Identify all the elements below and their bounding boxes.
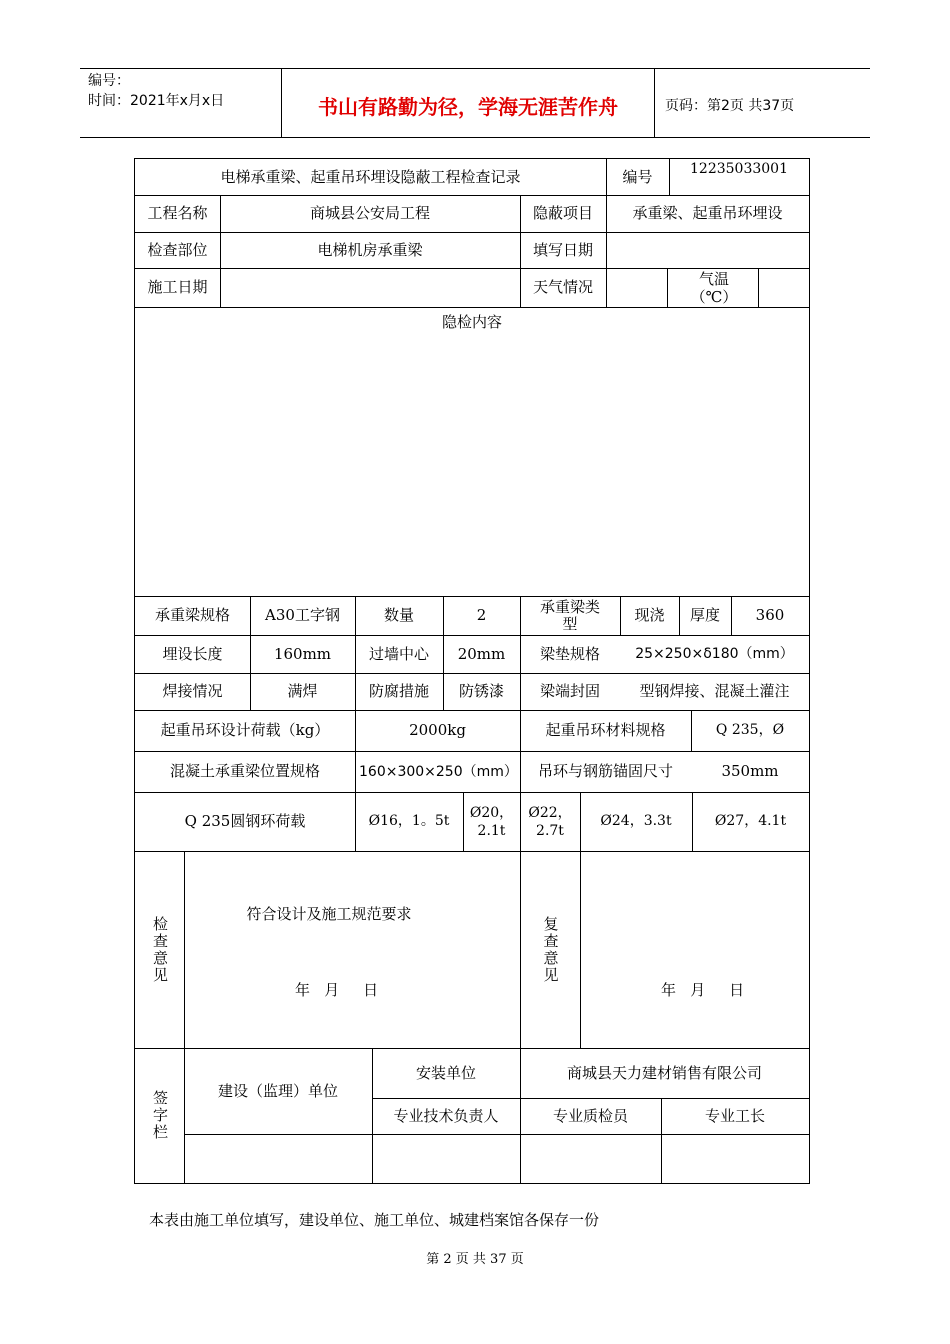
beam-type-label: 承重梁类型 <box>539 597 600 633</box>
anchor-label: 吊环与钢筋锚固尺寸 <box>537 762 673 780</box>
temperature-label: 气温（℃） <box>690 269 738 306</box>
record-number-label: 编号 <box>622 167 653 186</box>
check-opinion-label: 检查意见 <box>151 915 169 984</box>
concrete-pos-label: 混凝土承重梁位置规格 <box>169 762 320 780</box>
recheck-opinion-label: 复查意见 <box>541 915 560 984</box>
q235-value: Ø16，1。5t <box>368 813 450 829</box>
fill-date-value <box>606 232 809 268</box>
embed-length-label: 埋设长度 <box>162 644 223 663</box>
temperature-value <box>758 268 809 307</box>
pad-spec-value: 25×250×δ180（mm） <box>635 645 794 662</box>
hidden-item-value: 承重梁、起重吊环埋设 <box>632 204 783 222</box>
protection-label: 防腐措施 <box>368 682 429 700</box>
quantity-label: 数量 <box>383 606 414 624</box>
welding-label: 焊接情况 <box>162 682 223 700</box>
thickness-value: 360 <box>755 606 785 624</box>
header-meta <box>88 71 224 111</box>
project-name-label: 工程名称 <box>147 204 208 222</box>
header-page-number: 页码：第2页 共37页 <box>665 98 795 114</box>
wall-center-value: 20mm <box>457 644 506 663</box>
content-area <box>135 331 809 596</box>
wall-center-label: 过墙中心 <box>368 644 429 663</box>
row-line <box>372 1098 809 1099</box>
beam-spec-value: A30工字钢 <box>265 606 340 624</box>
ring-material-label: 起重吊环材料规格 <box>545 721 666 739</box>
foreman-label: 专业工长 <box>704 1106 765 1125</box>
footer-page-number: 第 2 页 共 37 页 <box>426 1252 524 1267</box>
beam-spec-label: 承重梁规格 <box>154 606 230 624</box>
ring-load-value: 2000kg <box>409 721 466 739</box>
fill-date-label: 填写日期 <box>532 240 593 259</box>
check-location-value: 电梯机房承重梁 <box>317 240 423 259</box>
row-line <box>184 1134 809 1135</box>
inspection-form <box>134 158 810 1184</box>
ring-load-label: 起重吊环设计荷载（kg） <box>160 721 330 739</box>
weather-label: 天气情况 <box>532 278 593 296</box>
col-line <box>463 792 464 851</box>
q235-value: Ø22，2.7t <box>528 804 572 839</box>
col-line <box>520 1098 521 1183</box>
project-name-value: 商城县公安局工程 <box>309 204 430 222</box>
quantity-value: 2 <box>476 606 487 624</box>
ring-material-value: Q 235，Ø <box>715 722 785 738</box>
record-number-value: 12235033001 <box>690 160 788 177</box>
embed-length-value: 160mm <box>273 644 332 663</box>
q235-value: Ø27，4.1t <box>714 813 787 829</box>
recheck-opinion-date: 年 月 日 <box>661 980 745 999</box>
protection-value: 防锈漆 <box>458 682 504 700</box>
pad-spec-label: 梁垫规格 <box>539 644 600 663</box>
qc-label: 专业质检员 <box>552 1106 628 1125</box>
content-label: 隐检内容 <box>441 313 502 331</box>
number-label: 编号： <box>88 73 130 89</box>
form-title: 电梯承重梁、起重吊环埋设隐蔽工程检查记录 <box>220 167 521 186</box>
col-line <box>661 1098 662 1134</box>
q235-value: Ø24，3.3t <box>600 813 672 829</box>
col-line <box>661 1134 662 1183</box>
end-seal-label: 梁端封固 <box>539 682 600 700</box>
beam-type-value: 现浇 <box>634 606 665 624</box>
time-label: 时间：2021年x月x日 <box>88 93 225 109</box>
welding-value: 满焊 <box>287 682 318 700</box>
concrete-pos-value: 160×300×250（mm） <box>359 763 518 780</box>
tech-lead-label: 专业技术负责人 <box>393 1106 499 1125</box>
col-line <box>580 851 581 1048</box>
check-opinion-text: 符合设计及施工规范要求 <box>246 904 412 923</box>
header-motto: 书山有路勤为径，学海无涯苦作舟 <box>318 95 618 119</box>
row-line <box>135 851 809 852</box>
signature-label: 签字栏 <box>151 1090 169 1141</box>
install-unit-value: 商城县天力建材销售有限公司 <box>566 1063 762 1082</box>
construction-date-label: 施工日期 <box>147 278 208 296</box>
hidden-item-label: 隐蔽项目 <box>532 204 593 222</box>
col-line <box>667 268 668 307</box>
q235-label: Q 235圆钢环荷载 <box>184 812 306 830</box>
end-seal-value: 型钢焊接、混凝土灌注 <box>639 682 790 700</box>
footer-note: 本表由施工单位填写，建设单位、施工单位、城建档案馆各保存一份 <box>149 1211 600 1229</box>
q235-value: Ø20，2.1t <box>469 804 514 839</box>
construction-date-value <box>220 268 520 307</box>
col-line <box>520 792 521 851</box>
weather-value <box>606 268 667 307</box>
page-header <box>80 68 870 138</box>
header-divider <box>654 69 655 137</box>
check-opinion-date: 年 月 日 <box>295 980 379 999</box>
install-unit-label: 安装单位 <box>415 1063 476 1082</box>
owner-label: 建设（监理）单位 <box>217 1081 338 1100</box>
check-location-label: 检查部位 <box>147 240 208 259</box>
thickness-label: 厚度 <box>689 606 720 624</box>
anchor-value: 350mm <box>721 762 779 780</box>
